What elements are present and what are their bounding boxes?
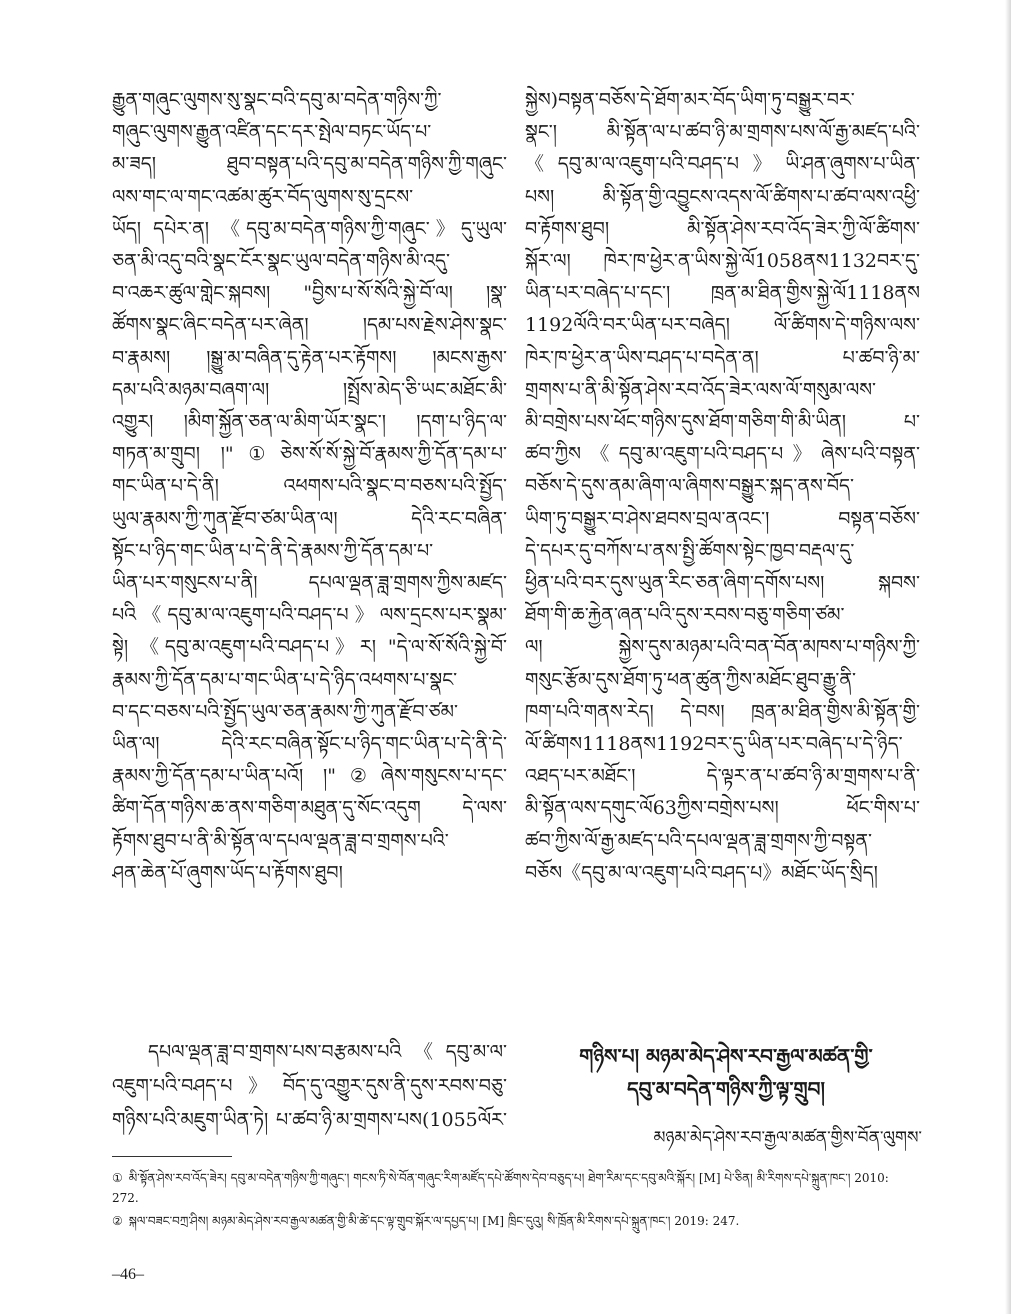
text-line: གང་ཡིན་པ་དེ་ནི། འཕགས་པའི་སྣང་བ་བཅས་པའི་སྤྱོད་ [112,475,507,498]
text-line: འཐད་པར་མཐོང་། དེ་ལྟར་ན་པ་ཚབ་ཉི་མ་གྲགས་པ་ནི་ [525,765,920,788]
text-line: ཕྱིན་པའི་བར་དུས་ཡུན་རིང་ཅན་ཞིག་དགོས་པས། སྐབས་ [525,572,920,595]
text-line: པས། མི་སྟོན་གྱི་འབྱུངས་འདས་ལོ་ཚིགས་པ་ཚབ་ལས་འཕྱི་ [525,185,920,208]
text-line: ལ། སྐྱེས་དུས་མཉམ་པའི་བན་བོན་མཁས་པ་གཉིས་ཀྱི་ [525,636,920,659]
text-line: ཚབ་ཀྱིས་ལོ་རྒྱ་མཛད་པའི་དཔལ་ལྡན་ཟླ་གྲགས་ཀྱི་བསྟན་ [525,829,872,852]
text-line: ཁག་པའི་གནས་རེད། དེ་བས། ཁྲན་མ་ཐིན་གྱིས་མི་སྟོན་གྱི་ [525,700,920,723]
text-line: རྣམས་ཀྱི་དོན་དམ་པ་གང་ཡིན་པ་དེ་ཉིད་འཕགས་པ་སྣང་ [112,668,458,691]
footnote-marker: ① [112,1171,123,1185]
text-line: མ་ཟད། ཐུབ་བསྟན་པའི་དབུ་མ་བདེན་གཉིས་ཀྱི་གཞུང་ [112,153,507,176]
text-line: ཡུལ་རྣམས་ཀྱི་ཀུན་རྫོབ་ཙམ་ཡིན་ལ། དེའི་རང་བཞིན་ [112,507,507,530]
text-line: བ་རྣམས། །སྒྱུ་མ་བཞིན་དུ་རྟེན་པར་རྟོགས། །མངས་རྒྱས་ [112,346,507,369]
text-line: རྒྱུན་གཞུང་ལུགས་སུ་སྣང་བའི་དབུ་མ་བདེན་གཉིས་ཀྱི་ [112,89,442,111]
text-line: ཡིན་པར་བཞེད་པ་དང་། ཁྲན་མ་ཐིན་གྱིས་སྐྱེ་ལོ1118ནས [525,282,920,305]
footnote-2 [112,1211,912,1231]
text-line: སྐོར་ལ། ཁེར་ཁ་ཕྱེར་ན་ཡིས་སྐྱེ་ལོ1058ནས1132བར་དུ་ [525,250,920,273]
text-line: པའི《དབུ་མ་ལ་འཇུག་པའི་བཤད་པ》ལས་དྲངས་པར་སྣམ་ [112,604,507,627]
page-edge-shadow [1005,0,1011,1314]
text-line: ལས་གང་ལ་གང་འཚམ་ཚུར་བོད་ལུགས་སུ་དྲངས་ [112,185,414,208]
text-line: ཡིག་ཏུ་བསྒྱུར་བ་ཤེས་ཐབས་བྲལ་ནའང་། བསྟན་བཅོས་ [525,507,920,530]
text-line: འགྱུར། །མིག་སྐྱོན་ཅན་ལ་མིག་ཡོར་སྣང་། །དག་པ་ཉིད་ལ་ [112,411,507,434]
text-line: འཇུག་པའི་བཤད་པ》བོད་དུ་འགྱུར་དུས་ནི་དུས་རབས་བཅུ་ [112,1075,507,1097]
text-line: རྣམས་ཀྱི་དོན་དམ་པ་ཡིན་པའོ། །"②ཞེས་གསུངས་པ་དང་ [112,765,507,788]
text-line: གཏན་མ་གྲུབ། །"①ཅེས་སོ་སོ་སྐྱེ་བོ་རྣམས་ཀྱི་དོན་དམ་པ་ [112,443,507,466]
right-column [525,84,920,1009]
text-line: ལོ་ཚིགས1118ནས1192བར་དུ་ཡིན་པར་བཞེད་པ་དེ་ཉིད་ [525,733,903,756]
text-line: དམ་པའི་མཉམ་བཞག་ལ། །སྤྲོས་མེད་ཅི་ཡང་མཐོང་མི་ [112,378,507,401]
author-line: མཉམ་མེད་ཤེས་རབ་རྒྱལ་མཚན་གྱིས་བོན་ལུགས་ [653,1128,922,1148]
text-line: གཉིས་པའི་མཇུག་ཡིན་ཏེ། པ་ཚབ་ཉི་མ་གྲགས་པས(1055ལོར་ [112,1109,507,1131]
text-line: རྟོགས་ཐུབ་པ་ནི་མི་སྟོན་ལ་དཔལ་ལྡན་ཟླ་བ་གྲགས་པའི་ [112,829,449,852]
page-number: –46– [112,1266,144,1283]
text-line: སྟེ། 《དབུ་མ་འཇུག་པའི་བཤད་པ》ར། "དེ་ལ་སོ་སོའི་སྐྱེ་བོ་ [112,636,507,659]
text-line: མི་སྟོན་ལས་དགུང་ལོ63ཀྱིས་བགྲེས་པས། ཕོང་གིས་པ་ [525,797,920,820]
text-line: ཅན་མི་འདུ་བའི་སྣང་ངོར་སྣང་ཡུལ་བདེན་གཉིས་མི་འདུ་ [112,250,451,273]
text-line: གསུང་རྩོམ་དུས་ཐོག་ཏུ་ཕན་ཚུན་ཀྱིས་མཐོང་ཐུབ་རྒྱུ་ནི་ [525,668,857,691]
text-line: སྟོང་པ་ཉིད་གང་ཡིན་པ་དེ་ནི་དེ་རྣམས་ཀྱི་དོན་དམ་པ་ [112,539,434,562]
footnote-marker: ② [112,1214,123,1228]
text-line: ཐོག་གི་ཆ་རྐྱེན་ཞན་པའི་དུས་རབས་བཅུ་གཅིག་ཙམ་ [525,604,845,627]
text-line: ཚོགས་སྣང་ཞིང་བདེན་པར་ཞེན། །དམ་པས་རྗེས་ཤེས་སྣང་ [112,314,507,337]
text-line: ཁེར་ཁ་ཕྱེར་ན་ཡིས་བཤད་པ་བདེན་ན། པ་ཚབ་ཉི་མ་ [525,346,920,369]
text-line: དཔལ་ལྡན་ཟླ་བ་གྲགས་པས་བརྩམས་པའི《དབུ་མ་ལ་ [148,1041,507,1063]
text-line: མི་བགྲེས་པས་ཕོང་གཉིས་དུས་ཐོག་གཅིག་གི་མི་ཡིན། པ་ [525,411,920,434]
footnote-divider [112,1156,232,1157]
text-line: ཤན་ཆེན་པོ་ཞུགས་ཡོད་པ་རྟོགས་ཐུབ། [112,861,343,884]
text-line: ཡིན་ལ། དེའི་རང་བཞིན་སྟོང་པ་ཉིད་གང་ཡིན་པ་དེ་ནི་དེ་ [112,733,507,756]
text-line: དེ་དཔར་དུ་བཀོས་པ་ནས་སྤྱི་ཚོགས་སྟེང་ཁྱབ་བརྡལ་དུ་ [525,539,855,562]
footnote-text: སྐལ་བཟང་བཀྲ་ཤིས། མཉམ་མེད་ཤེས་རབ་རྒྱལ་མཚན་གྱི་མི་ཚེ་དང་ལྟ་གྲུབ་སྐོར་ལ་དཔྱད་པ། [M] ཁྲིང་དུའུ། སི་ཁྲོན་མི་རིགས་དཔེ་སྐྲུན་ཁང་། 2019: 247. [128,1214,740,1228]
text-line: ཚབ་ཀྱིས《དབུ་མ་འཇུག་པའི་བཤད་པ》ཞེས་པའི་བསྟན་ [525,443,920,466]
text-line: སྐྱེས)བསྟན་བཅོས་དེ་ཐོག་མར་བོད་ཡིག་ཏུ་བསྒྱུར་བར་ [525,89,855,111]
footnote-1 [112,1168,912,1208]
text-line: བ་རྟོགས་ཐུབ། མི་སྟོན་ཤེས་རབ་འོད་ཟེར་ཀྱི་ལོ་ཚིགས་ [525,217,920,240]
text-line: 《དབུ་མ་ལ་འཇུག་པའི་བཤད་པ》ཡི་ཤན་ཞུགས་པ་ཡིན་ [525,153,920,176]
section-heading-line-1: གཉིས་པ། མཉམ་མེད་ཤེས་རབ་རྒྱལ་མཚན་གྱི་ [579,1044,873,1068]
text-line: བ་འཆར་ཚུལ་གླེང་སྐབས། "བྱིས་པ་སོ་སོའི་སྐྱེ་བོ་ལ། །སྣ་ [112,282,507,305]
text-line: གྲགས་པ་ནི་མི་སྟོན་ཤེས་རབ་འོད་ཟེར་ལས་ལོ་གསུམ་ལས་ [525,378,877,401]
text-line: 1192ལོའི་བར་ཡིན་པར་བཞེད། ལོ་ཚིགས་དེ་གཉིས་ལས་ [525,314,920,337]
text-line: གཞུང་ལུགས་རྒྱུན་འཛིན་དང་དར་སྤེལ་བཏང་ཡོད་པ་ [112,121,432,144]
text-line: ཡིན་པར་གསུངས་པ་ནི། དཔལ་ལྡན་ཟླ་གྲགས་ཀྱིས་མཛད་ [112,572,507,595]
text-line: ཡོད། དཔེར་ན། 《དབུ་མ་བདེན་གཉིས་ཀྱི་གཞུང་》དུ་ཡུལ་ [112,217,507,240]
text-line: བ་དང་བཅས་པའི་སྤྱོད་ཡུལ་ཅན་རྣམས་ཀྱི་ཀུན་རྫོབ་ཙམ་ [112,700,458,723]
text-line: སྣང་། མི་སྟོན་ལ་པ་ཚབ་ཉི་མ་གྲགས་པས་ལོ་རྒྱ་མཛད་པའི་ [525,121,920,144]
text-line: བཅོས་དེ་དུས་ནམ་ཞིག་ལ་ཞིགས་བསྒྱུར་སྐད་ནས་བོད་ [525,475,855,498]
text-line: ཚིག་དོན་གཉིས་ཆ་ནས་གཅིག་མཐུན་དུ་སོང་འདུག དེ་ལས་ [112,797,507,820]
left-column [112,84,507,1044]
section-heading-line-2: དབུ་མ་བདེན་གཉིས་ཀྱི་ལྟ་གྲུབ། [627,1077,825,1101]
text-line: བཅོས《དབུ་མ་ལ་འཇུག་པའི་བཤད་པ》མཐོང་ཡོད་སྲིད། [525,861,878,884]
footnotes [112,1168,912,1234]
section-heading [528,1040,924,1106]
footnote-text: མི་སྟོན་ཤེས་རབ་འོད་ཟེར། དབུ་མ་བདེན་གཉིས་ཀྱི་གཞུང་། གངས་ཏི་སེ་བོན་གཞུང་རིག་མཛོད་དཔེ་ཚོགས་དེབ་བཅུད་པ། ཐེག་རིམ་དང་དབུ་མའི་སྐོར། [M] པེ་ཅིན། མི་རིགས་དཔེ་སྐྲུན་ཁང་། 2010: 272. [112,1171,889,1205]
